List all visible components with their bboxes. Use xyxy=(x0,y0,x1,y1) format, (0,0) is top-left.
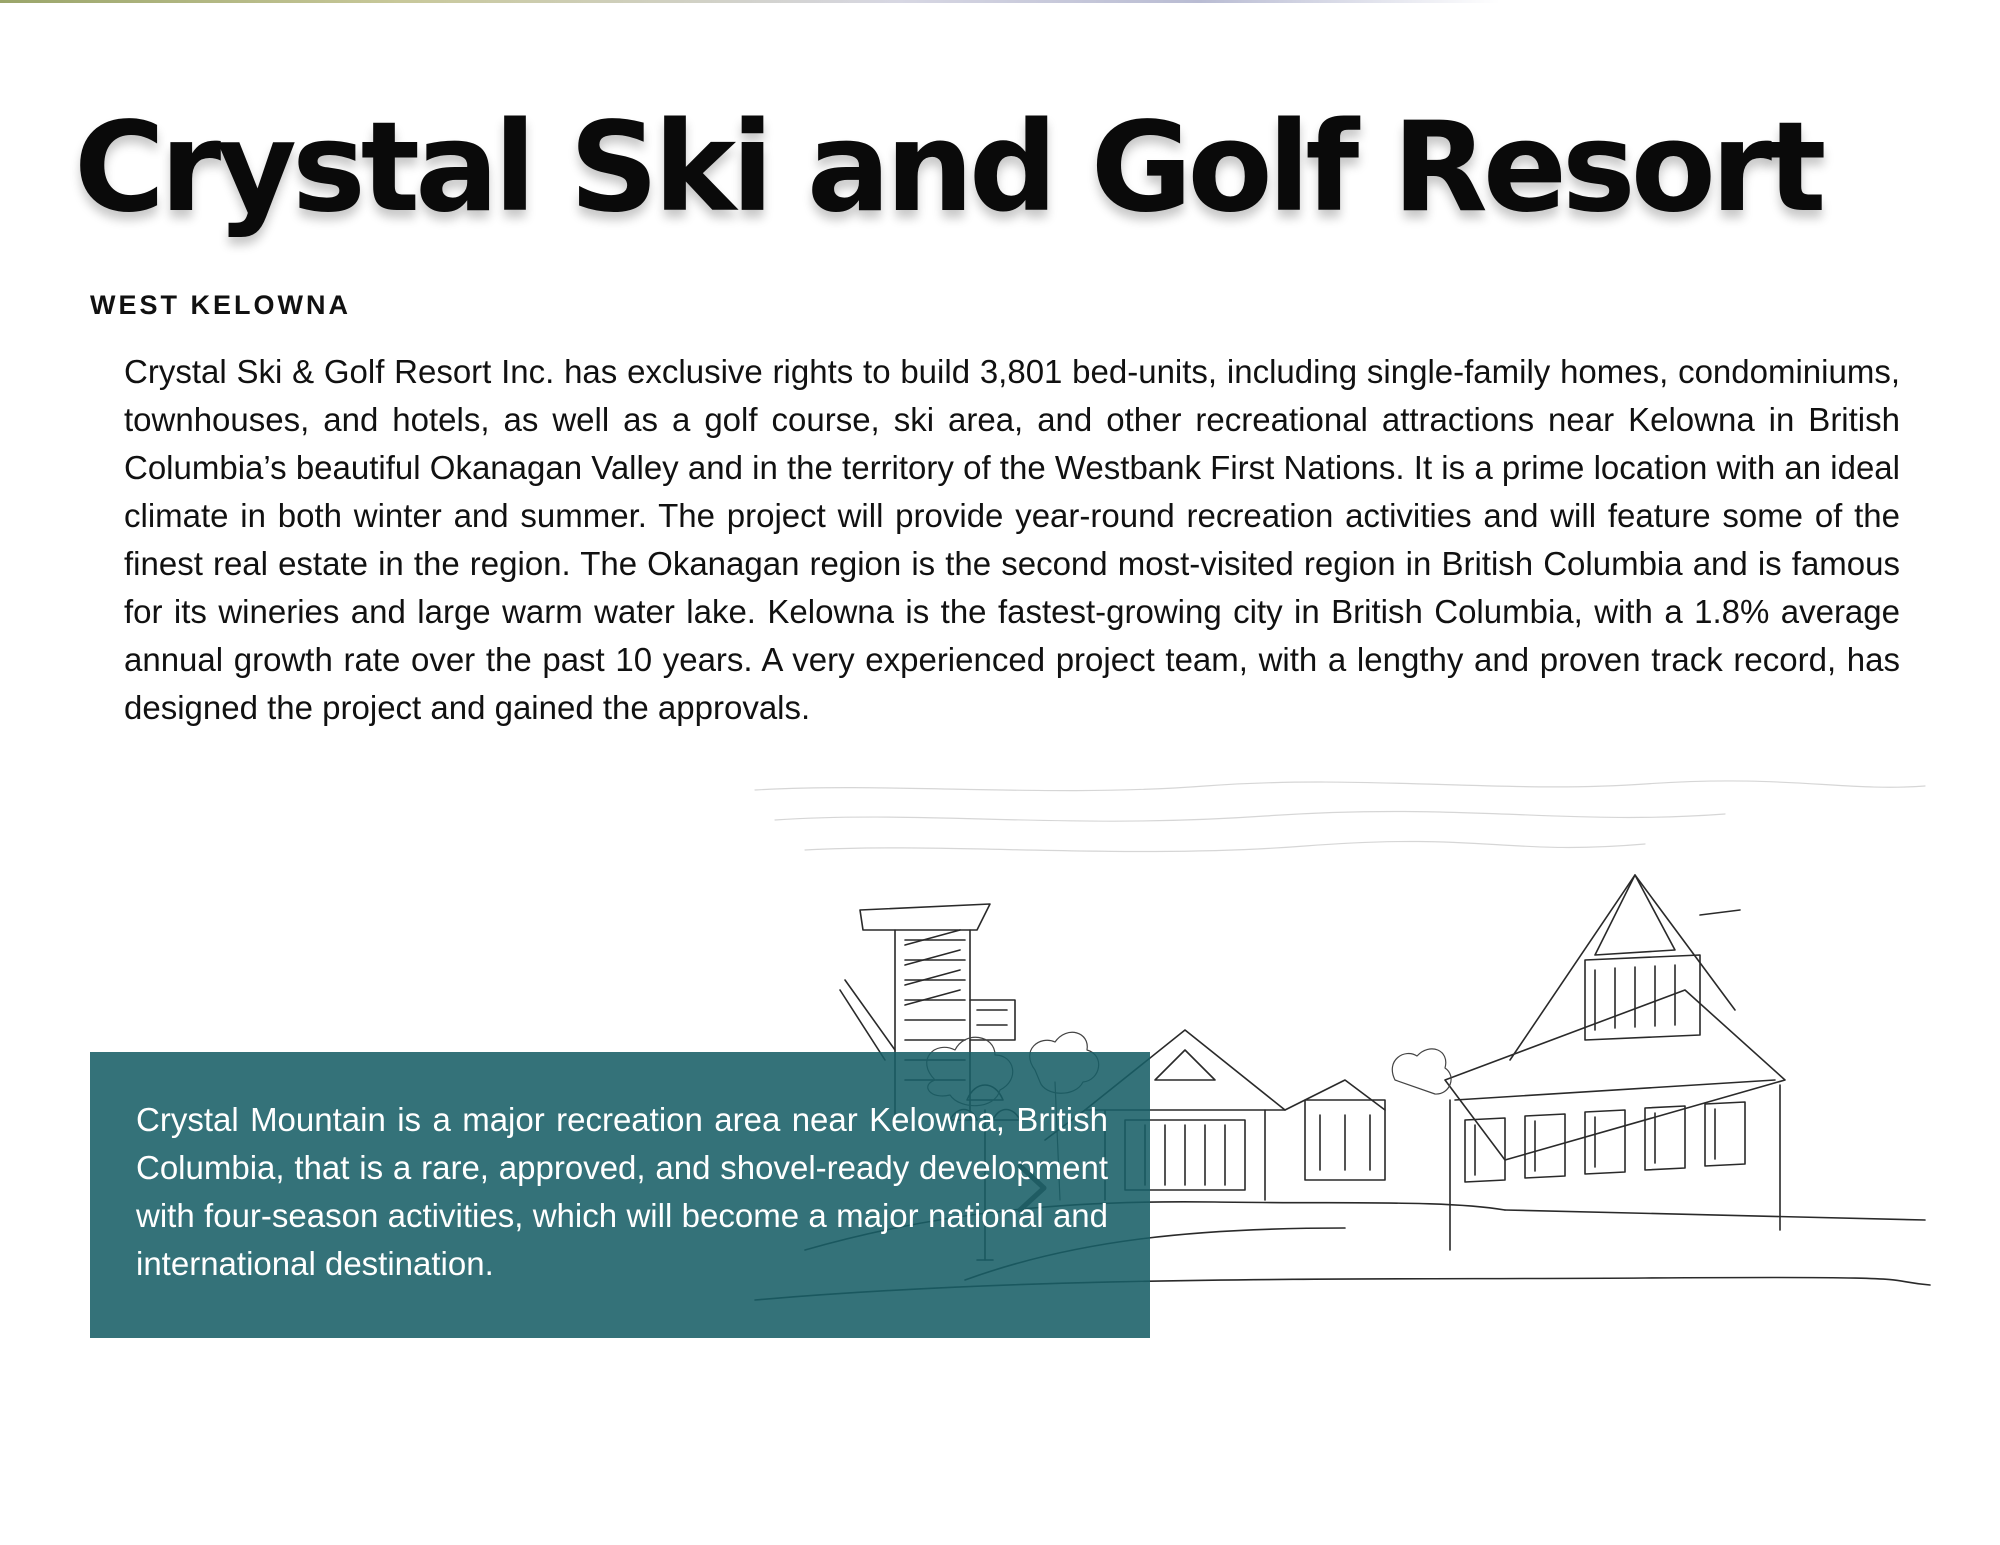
chevron-right-icon xyxy=(1012,1158,1052,1218)
location-label: WEST KELOWNA xyxy=(90,290,351,320)
callout-box xyxy=(90,1052,1150,1338)
intro-paragraph: Crystal Ski & Golf Resort Inc. has exclusive rights to build 3,801 bed-units, including single-family homes, condominiums, townhouses, and hotels, as well as a golf course, ski area, and other recreational attractions near Kelowna in British Columbia’s beautiful Okanagan Valley and in the territory of the Westbank First Nations. It is a prime location with an ideal climate in both winter and summer. The project will provide year-round recreation activities and will feature some of the finest real estate in the region. The Okanagan region is the second most-visited region in British Columbia and is famous for its wineries and large warm water lake. Kelowna is the fastest-growing city in British Columbia, with a 1.8% average annual growth rate over the past 10 years. A very experienced project team, with a lengthy and proven track record, has designed the project and gained the approvals. xyxy=(124,353,1900,726)
callout-text: Crystal Mountain is a major recreation area near Kelowna, British Columbia, that is a rare, approved, and shovel-ready development with four-season activities, which will become a major national and international destination. xyxy=(136,1101,1108,1282)
top-color-rule xyxy=(0,0,2000,3)
page-title: Crystal Ski and Golf Resort xyxy=(74,96,1822,240)
